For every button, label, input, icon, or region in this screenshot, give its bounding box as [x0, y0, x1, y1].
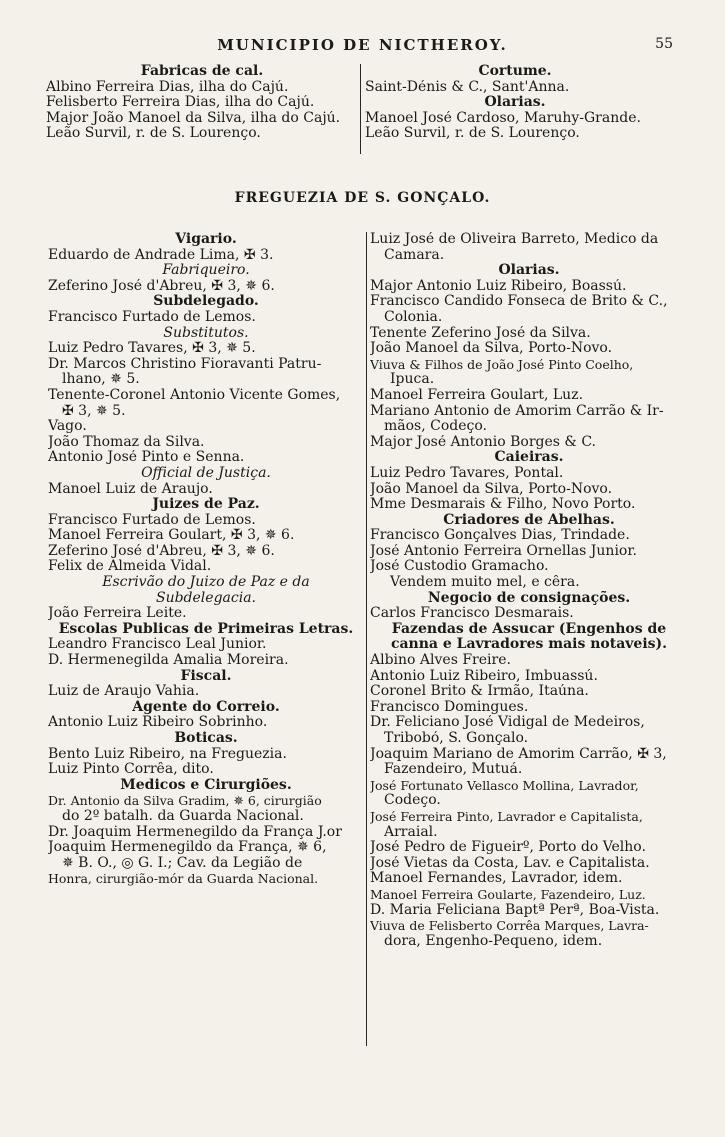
entry-line: Luiz Pedro Tavares, ✠ 3, ✵ 5.: [48, 341, 256, 357]
entry-line: ✵ B. O., ◎ G. I.; Cav. da Legião de: [62, 855, 303, 871]
section-heading: Escrivão do Juizo de Paz e da: [102, 575, 310, 591]
section-heading: Olarias.: [484, 95, 546, 111]
entry-line: D. Maria Feliciana Baptª Perª, Boa-Vista.: [370, 902, 660, 918]
entry-line: Manoel José Cardoso, Maruhy-Grande.: [365, 110, 641, 126]
running-title: MUNICIPIO DE NICTHEROY.: [217, 36, 508, 54]
section-heading: Agente do Correio.: [132, 699, 280, 715]
entry-line: Dr. Joaquim Hermenegildo da França J.or: [48, 824, 342, 840]
entry-line: Manoel Ferreira Goularte, Fazendeiro, Luz.: [370, 886, 646, 902]
entry-line: Colonia.: [384, 309, 443, 325]
entry-line: Dr. Marcos Christino Fioravanti Patru-: [48, 356, 322, 372]
section-heading: Fazendas de Assucar (Engenhos de: [391, 621, 667, 637]
entry-line: Luiz Pedro Tavares, Pontal.: [370, 465, 564, 481]
entry-line: Mariano Antonio de Amorim Carrão & Ir-: [370, 403, 664, 419]
entry-line: Major João Manoel da Silva, ilha do Cajú.: [46, 110, 341, 126]
entry-line: dora, Engenho-Pequeno, idem.: [384, 933, 603, 949]
entry-line: Francisco Furtado de Lemos.: [48, 309, 256, 325]
section-heading: Fabriqueiro.: [162, 263, 250, 279]
entry-line: Coronel Brito & Irmão, Itaúna.: [370, 684, 589, 700]
entry-line: Luiz José de Oliveira Barreto, Medico da: [370, 232, 659, 247]
entry-line: Leão Survil, r. de S. Lourenço.: [46, 126, 261, 142]
left-column: [48, 232, 364, 887]
entry-line: José Pedro de Figueirº, Porto do Velho.: [370, 840, 646, 856]
entry-line: Dr. Feliciano José Vidigal de Medeiros,: [370, 715, 645, 731]
top-right-column: [365, 64, 665, 142]
entry-line: Saint-Dénis & C., Sant'Anna.: [365, 79, 570, 95]
entry-line: mãos, Codeço.: [384, 419, 487, 435]
entry-line: Vago.: [48, 419, 87, 435]
entry-line: João Manoel da Silva, Porto-Novo.: [370, 341, 613, 357]
section-heading: Cortume.: [478, 64, 552, 79]
entry-line: D. Hermenegilda Amalia Moreira.: [48, 653, 289, 669]
section-heading: Vigario.: [175, 232, 237, 247]
entry-line: Viuva de Felisberto Corrêa Marques, Lavra-: [370, 918, 649, 934]
entry-line: Luiz Pinto Corrêa, dito.: [48, 762, 214, 778]
entry-line: José Ferreira Pinto, Lavrador e Capitalista,: [370, 808, 643, 824]
entry-line: Codeço.: [384, 793, 441, 809]
entry-line: lhano, ✵ 5.: [62, 372, 140, 388]
section-heading: Boticas.: [174, 731, 238, 746]
entry-line: José Fortunato Vellasco Mollina, Lavrador,: [370, 777, 639, 793]
section-heading: Criadores de Abelhas.: [443, 512, 615, 528]
entry-line: Major José Antonio Borges & C.: [370, 434, 596, 450]
entry-line: Leão Survil, r. de S. Lourenço.: [365, 126, 580, 142]
section-heading: Negocio de consignações.: [427, 590, 631, 606]
entry-line: Antonio Luiz Ribeiro, Imbuassú.: [370, 668, 598, 684]
entry-line: Francisco Domingues.: [370, 699, 529, 715]
right-column: [370, 232, 688, 949]
entry-line: Zeferino José d'Abreu, ✠ 3, ✵ 6.: [48, 543, 275, 559]
entry-line: Manoel Luiz de Araujo.: [48, 481, 213, 497]
entry-line: Joaquim Hermenegildo da França, ✵ 6,: [48, 840, 327, 856]
entry-line: Albino Alves Freire.: [370, 653, 511, 669]
entry-line: José Antonio Ferreira Ornellas Junior.: [370, 543, 637, 559]
entry-line: Carlos Francisco Desmarais.: [370, 606, 574, 622]
page-header: [0, 36, 725, 58]
entry-line: José Custodio Gramacho.: [370, 559, 549, 575]
entry-line: Joaquim Mariano de Amorim Carrão, ✠ 3,: [370, 746, 667, 762]
top-column-divider: [360, 64, 361, 154]
entry-line: Luiz de Araujo Vahia.: [48, 684, 200, 700]
entry-line: Eduardo de Andrade Lima, ✠ 3.: [48, 247, 274, 263]
entry-line: Viuva & Filhos de João José Pinto Coelho,: [370, 356, 634, 372]
entry-line: Tenente Zeferino José da Silva.: [370, 325, 591, 341]
section-heading: Caieiras.: [494, 450, 564, 466]
entry-line: Arraial.: [384, 824, 438, 840]
entry-line: Camara.: [384, 247, 445, 263]
entry-line: Ipuca.: [390, 372, 435, 388]
entry-line: Leandro Francisco Leal Junior.: [48, 637, 267, 653]
page-number: 55: [655, 36, 673, 52]
entry-line: Manoel Fernandes, Lavrador, idem.: [370, 871, 623, 887]
entry-line: João Thomaz da Silva.: [48, 434, 205, 450]
entry-line: Manoel Ferreira Goulart, ✠ 3, ✵ 6.: [48, 528, 295, 544]
entry-line: Honra, cirurgião-mór da Guarda Nacional.: [48, 871, 319, 887]
entry-line: Francisco Candido Fonseca de Brito & C.,: [370, 294, 668, 310]
section-heading: Fabricas de cal.: [140, 64, 264, 79]
entry-line: João Manoel da Silva, Porto-Novo.: [370, 481, 613, 497]
section-heading: Medicos e Cirurgiões.: [120, 777, 292, 793]
entry-line: Francisco Furtado de Lemos.: [48, 512, 256, 528]
entry-line: Francisco Gonçalves Dias, Trindade.: [370, 528, 630, 544]
entry-line: Albino Ferreira Dias, ilha do Cajú.: [46, 79, 289, 95]
entry-line: ✠ 3, ✵ 5.: [62, 403, 126, 419]
section-heading: canna e Lavradores mais notaveis).: [390, 637, 668, 653]
entry-line: Manoel Ferreira Goulart, Luz.: [370, 387, 584, 403]
main-column-divider: [366, 232, 367, 1046]
entry-line: João Ferreira Leite.: [48, 606, 187, 622]
entry-line: Zeferino José d'Abreu, ✠ 3, ✵ 6.: [48, 278, 275, 294]
section-heading: Substitutos.: [163, 325, 249, 341]
section-heading: Subdelegacia.: [155, 590, 256, 606]
section-heading: Official de Justiça.: [141, 465, 271, 481]
entry-line: Felix de Almeida Vidal.: [48, 559, 212, 575]
entry-line: Felisberto Ferreira Dias, ilha do Cajú.: [46, 95, 315, 111]
top-left-column: [46, 64, 358, 142]
section-heading: Escolas Publicas de Primeiras Letras.: [58, 621, 354, 637]
entry-line: Antonio José Pinto e Senna.: [48, 450, 245, 466]
section-title: FREGUEZIA DE S. GONÇALO.: [234, 190, 491, 206]
entry-line: Major Antonio Luiz Ribeiro, Boassú.: [370, 278, 627, 294]
entry-line: Bento Luiz Ribeiro, na Freguezia.: [48, 746, 287, 762]
entry-line: José Vietas da Costa, Lav. e Capitalista.: [370, 855, 650, 871]
entry-line: Fazendeiro, Mutuá.: [384, 762, 523, 778]
section-heading: Olarias.: [498, 263, 560, 279]
section-heading: Juizes de Paz.: [152, 497, 260, 513]
entry-line: Tenente-Coronel Antonio Vicente Gomes,: [48, 387, 341, 403]
entry-line: do 2º batalh. da Guarda Nacional.: [62, 808, 304, 824]
entry-line: Antonio Luiz Ribeiro Sobrinho.: [48, 715, 268, 731]
section-heading: Fiscal.: [180, 668, 232, 684]
entry-line: Mme Desmarais & Filho, Novo Porto.: [370, 497, 636, 513]
entry-line: Tribobó, S. Gonçalo.: [384, 731, 529, 746]
entry-line: Dr. Antonio da Silva Gradim, ✵ 6, cirurgião: [48, 793, 322, 809]
entry-line: Vendem muito mel, e cêra.: [390, 575, 580, 591]
section-heading: Subdelegado.: [153, 294, 259, 310]
